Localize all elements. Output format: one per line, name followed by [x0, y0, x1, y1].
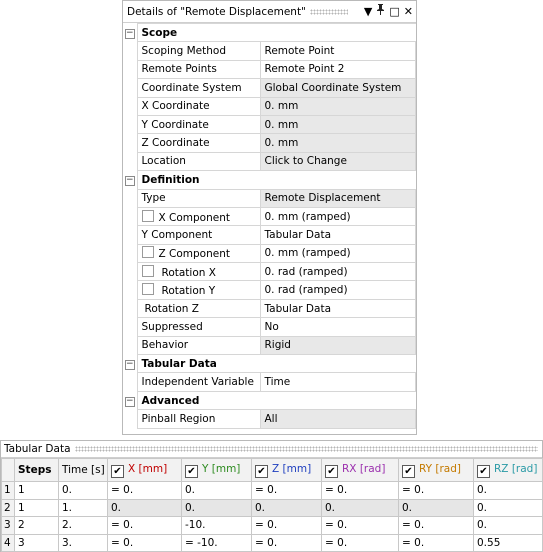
column-label: RY [rad]: [419, 462, 461, 475]
section-scope[interactable]: [123, 24, 416, 42]
property-row-y-component[interactable]: [123, 226, 416, 244]
close-icon[interactable]: ✕: [403, 4, 413, 18]
property-name: Coordinate System: [137, 79, 260, 97]
table-row[interactable]: [2, 534, 543, 552]
section-definition[interactable]: [123, 171, 416, 189]
table-cell[interactable]: 0.: [108, 499, 182, 517]
property-row-x-coordinate[interactable]: [123, 97, 416, 115]
property-name: Behavior: [137, 336, 260, 354]
property-name: Z Coordinate: [137, 134, 260, 152]
property-row-pinball-region[interactable]: [123, 410, 416, 428]
table-cell[interactable]: = 0.: [322, 482, 399, 500]
property-row-type[interactable]: [123, 189, 416, 207]
property-row-z-component[interactable]: [123, 244, 416, 262]
property-value[interactable]: Time: [260, 373, 416, 391]
property-value[interactable]: All: [260, 410, 416, 428]
property-row-coordinate-system[interactable]: [123, 79, 416, 97]
property-name: X Coordinate: [137, 97, 260, 115]
dropdown-icon[interactable]: ▼: [363, 4, 373, 18]
property-name: Type: [137, 189, 260, 207]
section-title: Tabular Data: [137, 355, 416, 373]
section-title: Advanced: [137, 391, 416, 409]
property-name: Rotation X: [161, 266, 216, 279]
property-value[interactable]: Remote Displacement: [260, 189, 416, 207]
column-header[interactable]: [182, 459, 252, 482]
property-value[interactable]: 0. mm: [260, 115, 416, 133]
column-header[interactable]: [252, 459, 322, 482]
property-name: Suppressed: [137, 318, 260, 336]
column-checkbox[interactable]: ✔: [477, 465, 490, 478]
details-title: Details of "Remote Displacement": [127, 5, 306, 18]
property-value[interactable]: Click to Change: [260, 152, 416, 170]
column-checkbox[interactable]: ✔: [111, 465, 124, 478]
column-label: X [mm]: [128, 462, 168, 475]
column-header[interactable]: [474, 459, 543, 482]
table-cell[interactable]: 2.: [59, 517, 108, 535]
property-row-y-coordinate[interactable]: [123, 115, 416, 133]
property-name: Rotation Z: [137, 299, 260, 317]
collapse-icon[interactable]: −: [125, 396, 134, 406]
property-row-behavior[interactable]: [123, 336, 416, 354]
table-cell[interactable]: 0.: [59, 482, 108, 500]
property-row-independent-variable[interactable]: [123, 373, 416, 391]
property-value[interactable]: Tabular Data: [260, 299, 416, 317]
table-cell[interactable]: 1: [15, 482, 59, 500]
table-cell[interactable]: -10.: [182, 517, 252, 535]
property-value[interactable]: Rigid: [260, 336, 416, 354]
pin-icon[interactable]: [376, 4, 385, 19]
parameter-checkbox[interactable]: [142, 210, 154, 222]
property-name: Remote Points: [137, 60, 260, 78]
tabular-data-panel: [0, 440, 543, 552]
property-name: Scoping Method: [137, 42, 260, 60]
details-panel: [122, 0, 417, 435]
column-label: Y [mm]: [202, 462, 241, 475]
table-cell[interactable]: = 0.: [399, 534, 474, 552]
property-value[interactable]: Remote Point 2: [260, 60, 416, 78]
property-row-rotation-y[interactable]: [123, 281, 416, 299]
table-cell[interactable]: 0.: [474, 482, 543, 500]
property-row-x-component[interactable]: [123, 207, 416, 225]
table-row[interactable]: [2, 499, 543, 517]
table-cell[interactable]: 3.: [59, 534, 108, 552]
parameter-checkbox[interactable]: [142, 246, 154, 258]
collapse-icon[interactable]: −: [125, 359, 134, 370]
details-titlebar[interactable]: [123, 1, 416, 23]
section-title: Scope: [137, 24, 416, 42]
column-label: Z [mm]: [272, 462, 312, 475]
property-name: Rotation Y: [161, 285, 216, 298]
table-cell[interactable]: 0.: [252, 499, 322, 517]
row-number: 3: [2, 517, 15, 535]
table-cell[interactable]: 0.: [182, 499, 252, 517]
property-row-rotation-x[interactable]: [123, 263, 416, 281]
column-label: Time [s]: [62, 464, 105, 476]
property-row-scoping-method[interactable]: [123, 42, 416, 60]
column-label: Steps: [18, 464, 52, 476]
table-cell[interactable]: 0.55: [474, 534, 543, 552]
table-cell[interactable]: 0.: [322, 499, 399, 517]
column-label: RZ [rad]: [494, 462, 538, 475]
restore-icon[interactable]: □: [389, 4, 400, 18]
property-value[interactable]: No: [260, 318, 416, 336]
column-checkbox[interactable]: ✔: [255, 465, 268, 478]
property-row-z-coordinate[interactable]: [123, 134, 416, 152]
property-value[interactable]: 0. rad (ramped): [260, 263, 416, 281]
collapse-icon[interactable]: −: [125, 175, 134, 186]
table-row[interactable]: [2, 517, 543, 535]
header-row: [2, 459, 543, 482]
table-cell[interactable]: = 0.: [399, 482, 474, 500]
table-cell[interactable]: = 0.: [322, 534, 399, 552]
property-name: X Component: [158, 211, 230, 224]
table-cell[interactable]: = 0.: [252, 517, 322, 535]
column-checkbox[interactable]: ✔: [185, 465, 198, 478]
property-name: Y Component: [137, 226, 260, 244]
table-cell[interactable]: 2: [15, 517, 59, 535]
property-value[interactable]: 0. mm (ramped): [260, 244, 416, 262]
parameter-checkbox[interactable]: [142, 265, 154, 277]
tabular-grid: [1, 458, 543, 552]
column-checkbox[interactable]: ✔: [325, 465, 338, 478]
column-header[interactable]: [15, 459, 59, 482]
table-cell[interactable]: = 0.: [322, 517, 399, 535]
column-header[interactable]: [322, 459, 399, 482]
table-cell[interactable]: = 0.: [252, 482, 322, 500]
property-value[interactable]: 0. rad (ramped): [260, 281, 416, 299]
property-name: Y Coordinate: [137, 115, 260, 133]
property-row-location[interactable]: [123, 152, 416, 170]
section-tabular-data[interactable]: [123, 355, 416, 373]
property-name: Location: [137, 152, 260, 170]
drag-grip[interactable]: [310, 9, 348, 15]
property-name: Independent Variable: [137, 373, 260, 391]
property-row-rotation-z[interactable]: [123, 299, 416, 317]
section-advanced[interactable]: [123, 391, 416, 409]
property-value[interactable]: 0. mm (ramped): [260, 207, 416, 225]
property-row-suppressed[interactable]: [123, 318, 416, 336]
table-row[interactable]: [2, 482, 543, 500]
table-cell[interactable]: 1: [15, 499, 59, 517]
column-label: RX [rad]: [342, 462, 386, 475]
column-checkbox[interactable]: ✔: [402, 465, 415, 478]
table-cell[interactable]: = 0.: [252, 534, 322, 552]
drag-grip[interactable]: [75, 446, 538, 452]
property-row-remote-points[interactable]: [123, 60, 416, 78]
details-grid: [123, 23, 416, 429]
property-value[interactable]: Tabular Data: [260, 226, 416, 244]
table-cell[interactable]: = -10.: [182, 534, 252, 552]
column-header[interactable]: [59, 459, 108, 482]
table-cell[interactable]: 0.: [399, 499, 474, 517]
tabular-title: Tabular Data: [4, 443, 71, 455]
tabular-titlebar[interactable]: [1, 441, 542, 458]
parameter-checkbox[interactable]: [142, 283, 154, 295]
section-title: Definition: [137, 171, 416, 189]
row-number: 2: [2, 499, 15, 517]
table-cell[interactable]: 1.: [59, 499, 108, 517]
table-cell[interactable]: = 0.: [399, 517, 474, 535]
table-cell[interactable]: = 0.: [108, 534, 182, 552]
table-cell[interactable]: 3: [15, 534, 59, 552]
property-name: Pinball Region: [137, 410, 260, 428]
table-cell[interactable]: 0.: [474, 517, 543, 535]
collapse-icon[interactable]: −: [125, 28, 134, 39]
table-cell[interactable]: 0.: [182, 482, 252, 500]
property-name: Z Component: [158, 248, 230, 261]
column-header[interactable]: [399, 459, 474, 482]
table-cell[interactable]: 0.: [474, 499, 543, 517]
property-value[interactable]: Remote Point: [260, 42, 416, 60]
property-value[interactable]: 0. mm: [260, 97, 416, 115]
row-number: 4: [2, 534, 15, 552]
table-cell[interactable]: = 0.: [108, 517, 182, 535]
row-number-header: [2, 459, 15, 482]
table-cell[interactable]: = 0.: [108, 482, 182, 500]
property-value[interactable]: Global Coordinate System: [260, 79, 416, 97]
column-header[interactable]: [108, 459, 182, 482]
property-value[interactable]: 0. mm: [260, 134, 416, 152]
row-number: 1: [2, 482, 15, 500]
